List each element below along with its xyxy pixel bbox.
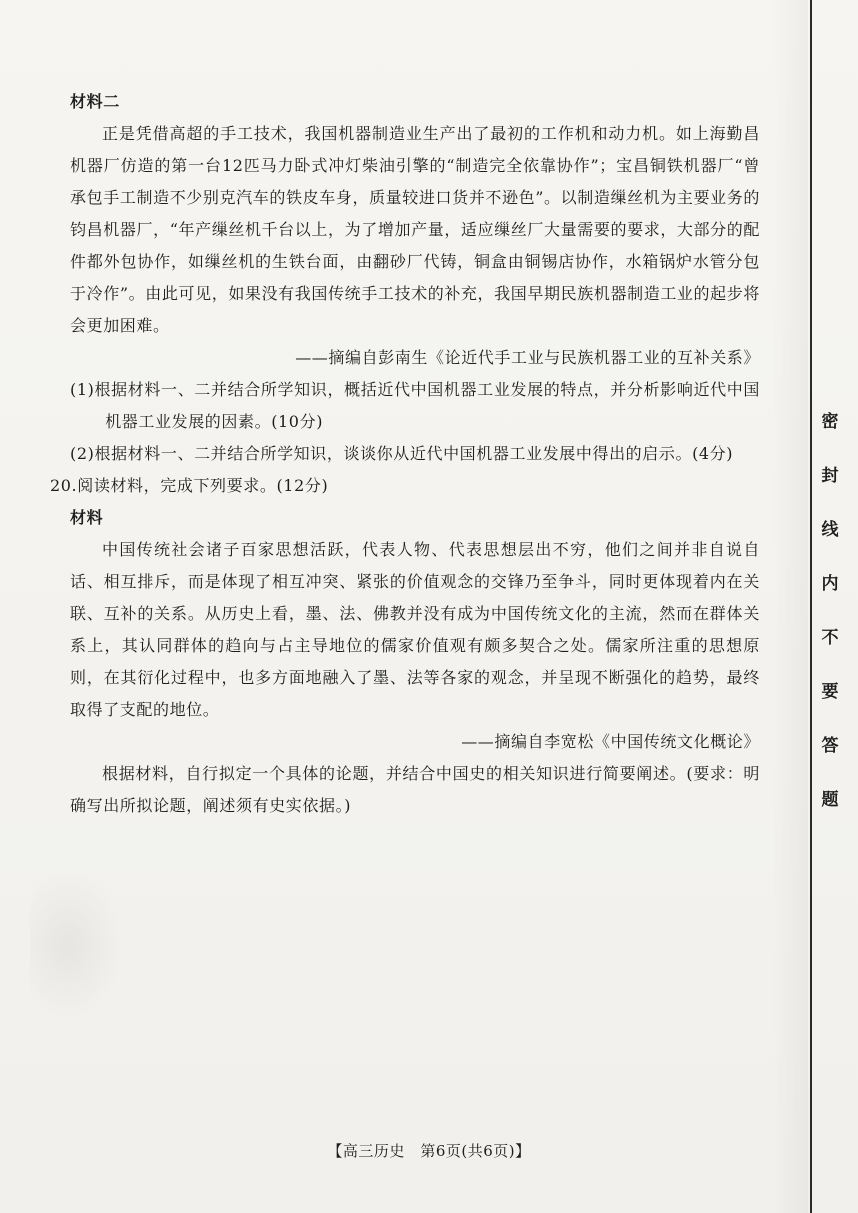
- seal-line-notice: [812, 395, 848, 827]
- material-source: ——摘编自李宽松《中国传统文化概论》: [461, 732, 760, 751]
- material2-body: 正是凭借高超的手工技术，我国机器制造业生产出了最初的工作机和动力机。如上海勤昌机器厂仿造的第一台12匹马力卧式冲灯柴油引擎的“制造完全依靠协作”；宝昌铜铁机器厂“曾承包手工制造不少别克汽车的铁皮车身，质量较进口货并不逊色”。以制造缫丝机为主要业务的钧昌机器厂，“年产缫丝机千台以上，为了增加产量，适应缫丝厂大量需要的要求，大部分的配件都外包协作，如缫丝机的生铁台面，由翻砂厂代铸，铜盒由铜锡店协作，水箱锅炉水管分包于冷作”。由此可见，如果没有我国传统手工技术的补充，我国早期民族机器制造工业的起步将会更加困难。: [70, 124, 760, 335]
- seal-char: 线: [821, 520, 839, 540]
- seal-char: 题: [821, 790, 839, 810]
- page-footer: 【高三历史 第6页(共6页)】: [327, 1142, 531, 1160]
- material2-heading: 材料二: [70, 92, 120, 111]
- question-19-2: (2)根据材料一、二并结合所学知识，谈谈你从近代中国机器工业发展中得出的启示。(4分): [70, 444, 734, 463]
- binding-shadow: [772, 0, 808, 1213]
- seal-char: 密: [821, 412, 839, 432]
- seal-char: 内: [821, 574, 839, 594]
- seal-char: 答: [821, 736, 839, 756]
- scan-shadow: [30, 870, 125, 1020]
- question-19-1: (1)根据材料一、二并结合所学知识，概括近代中国机器工业发展的特点，并分析影响近代中国机器工业发展的因素。(10分): [70, 380, 760, 431]
- seal-char: 不: [821, 628, 839, 648]
- material-body: 中国传统社会诸子百家思想活跃，代表人物、代表思想层出不穷，他们之间并非自说自话、相互排斥，而是体现了相互冲突、紧张的价值观念的交锋乃至争斗，同时更体现着内在关联、互补的关系。从历史上看，墨、法、佛教并没有成为中国传统文化的主流，然而在群体关系上，其认同群体的趋向与占主导地位的儒家价值观有颇多契合之处。儒家所注重的思想原则，在其衍化过程中，也多方面地融入了墨、法等各家的观念，并呈现不断强化的趋势，最终取得了支配的地位。: [70, 540, 760, 719]
- seal-char: 要: [821, 682, 839, 702]
- question-20-prompt: 根据材料，自行拟定一个具体的论题，并结合中国史的相关知识进行简要阐述。(要求：明确写出所拟论题，阐述须有史实依据。): [70, 764, 760, 815]
- question-20-title: 20.阅读材料，完成下列要求。(12分): [50, 476, 329, 495]
- seal-char: 封: [821, 466, 839, 486]
- material2-source: ——摘编自彭南生《论近代手工业与民族机器工业的互补关系》: [295, 348, 760, 367]
- main-content: [50, 86, 760, 822]
- material-heading: 材料: [70, 508, 104, 527]
